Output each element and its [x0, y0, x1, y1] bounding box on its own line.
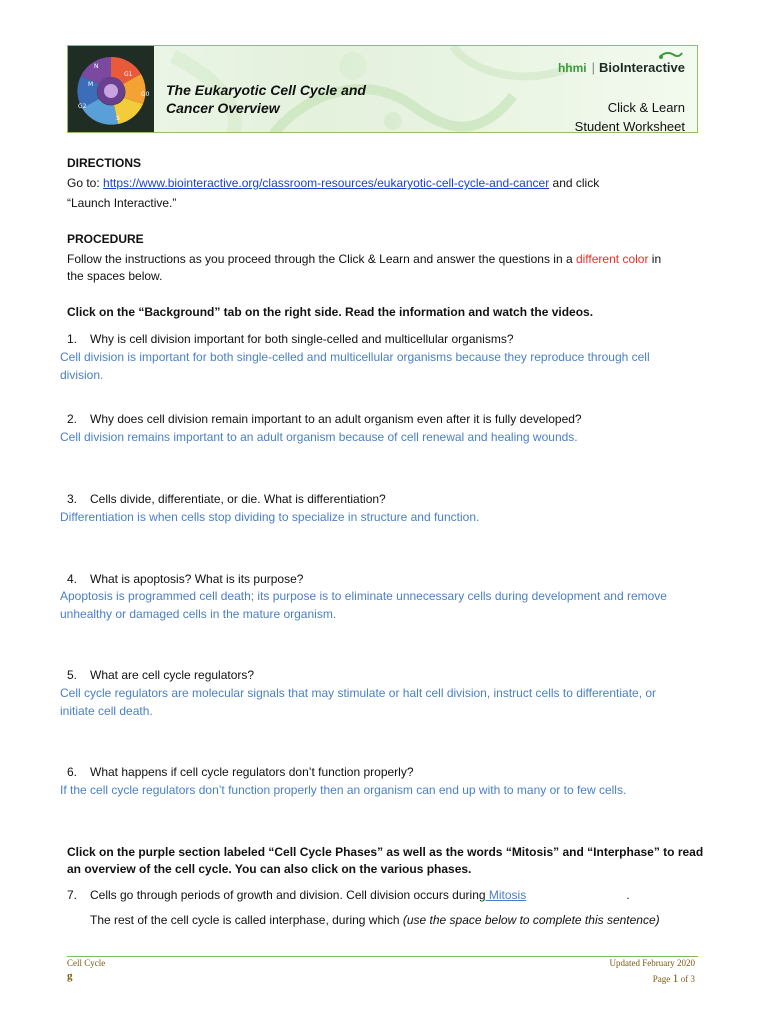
logo-label-s: S: [116, 115, 120, 122]
procedure-heading: PROCEDURE: [67, 232, 144, 246]
logo-label-g0: G0: [141, 91, 150, 98]
question-number: 2.: [67, 412, 78, 426]
question-7-line-2-text: The rest of the cell cycle is called interphase, during which: [90, 913, 403, 927]
question-number: 5.: [67, 668, 78, 682]
procedure-highlight: different color: [575, 252, 649, 266]
procedure-line-2: the spaces below.: [67, 269, 163, 283]
worksheet-title: [166, 81, 426, 117]
answer-3[interactable]: Differentiation is when cells stop dividing to specialize in structure and function.: [60, 510, 480, 524]
cell-cycle-wheel-icon: [68, 46, 154, 132]
question-6: [67, 763, 707, 781]
answer-4-line-2[interactable]: unhealthy or damaged cells in the mature organism.: [60, 607, 337, 621]
question-number: 6.: [67, 765, 78, 779]
header-banner: [67, 45, 698, 133]
brand-hhmi: hhmi: [557, 61, 587, 75]
footer-page-suffix: of 3: [678, 974, 695, 984]
logo-label-g1: G1: [124, 71, 133, 78]
question-text: Why is cell division important for both single-celled and multicellular organisms?: [90, 332, 514, 346]
answer-5-line-2[interactable]: initiate cell death.: [60, 704, 153, 718]
question-1: [67, 330, 707, 348]
subtitle-student-worksheet: Student Worksheet: [574, 119, 685, 133]
question-5: [67, 666, 707, 684]
logo-label-m: M: [88, 81, 94, 88]
title-line-1: The Eukaryotic Cell Cycle and: [166, 82, 366, 98]
brand-biointeractive: BioInteractive: [599, 60, 685, 75]
instruction-phases-line-1: Click on the purple section labeled “Cell Cycle Phases” as well as the words “Mitosis” and “Interphase” to read: [67, 845, 704, 859]
subtitle-click-learn: Click & Learn: [607, 100, 685, 115]
question-7-period: .: [626, 888, 630, 902]
directions-prefix: Go to:: [67, 176, 104, 190]
footer-page-current: 1: [672, 971, 679, 985]
procedure-text-after: in: [648, 252, 662, 266]
answer-4-line-1[interactable]: Apoptosis is programmed cell death; its purpose is to eliminate unnecessary cells during development and remove: [60, 589, 667, 603]
question-number: 1.: [67, 332, 78, 346]
answer-7-blank[interactable]: [485, 888, 630, 902]
brand-logo: [558, 60, 685, 75]
question-number: 3.: [67, 492, 78, 506]
directions-suffix: and click: [549, 176, 600, 190]
question-text: What is apoptosis? What is its purpose?: [90, 572, 304, 586]
procedure-line-1: [67, 250, 707, 268]
question-text: Cells go through periods of growth and division. Cell division occurs during: [90, 888, 486, 902]
logo-label-g2: G2: [78, 103, 87, 110]
question-text: What are cell cycle regulators?: [90, 668, 255, 682]
footer-page-prefix: Page: [652, 974, 673, 984]
answer-1-line-2[interactable]: division.: [60, 368, 104, 382]
question-2: [67, 410, 707, 428]
question-text: Cells divide, differentiate, or die. What is differentiation?: [90, 492, 386, 506]
directions-line-2: “Launch Interactive.”: [67, 196, 177, 210]
question-text: What happens if cell cycle regulators don’t function properly?: [90, 765, 414, 779]
footer-page-number: [653, 971, 695, 986]
footer-updated-date: Updated February 2020: [609, 958, 695, 968]
instruction-phases-line-2: an overview of the cell cycle. You can also click on the various phases.: [67, 862, 472, 876]
biointeractive-link[interactable]: https://www.biointeractive.org/classroom-resources/eukaryotic-cell-cycle-and-cancer: [103, 176, 550, 190]
question-4: [67, 570, 707, 588]
answer-2[interactable]: Cell division remains important to an adult organism because of cell renewal and healing wounds.: [60, 430, 578, 444]
footer-divider: [67, 956, 698, 957]
question-text: Why does cell division remain important to an adult organism even after it is fully developed?: [90, 412, 582, 426]
question-7-line-2-hint: (use the space below to complete this sentence): [402, 913, 660, 927]
instruction-background-tab: Click on the “Background” tab on the right side. Read the information and watch the videos.: [67, 305, 594, 319]
footer-cell-cycle: Cell Cycle: [67, 958, 106, 968]
answer-7[interactable]: Mitosis: [485, 888, 527, 902]
logo-label-n: N: [94, 63, 99, 70]
cell-cycle-logo: [68, 46, 154, 132]
directions-heading: DIRECTIONS: [67, 156, 142, 170]
footer-left-mark: g: [67, 970, 73, 982]
answer-5-line-1[interactable]: Cell cycle regulators are molecular signals that may stimulate or halt cell division, instruct cells to differentiate, or: [60, 686, 657, 700]
brand-separator: |: [591, 60, 596, 75]
question-3: [67, 490, 707, 508]
question-number: 4.: [67, 572, 78, 586]
title-line-2: Cancer Overview: [166, 100, 280, 116]
directions-line-1: [67, 174, 707, 192]
question-number: 7.: [67, 888, 78, 902]
question-7-line-2: [90, 911, 710, 929]
procedure-text-before: Follow the instructions as you proceed through the Click & Learn and answer the questions in a: [67, 252, 576, 266]
answer-6[interactable]: If the cell cycle regulators don’t function properly then an organism can end up with to many or to few cells.: [60, 783, 627, 797]
answer-1-line-1[interactable]: Cell division is important for both single-celled and multicellular organisms because they reproduce through cell: [60, 350, 650, 364]
question-7: [67, 886, 707, 904]
